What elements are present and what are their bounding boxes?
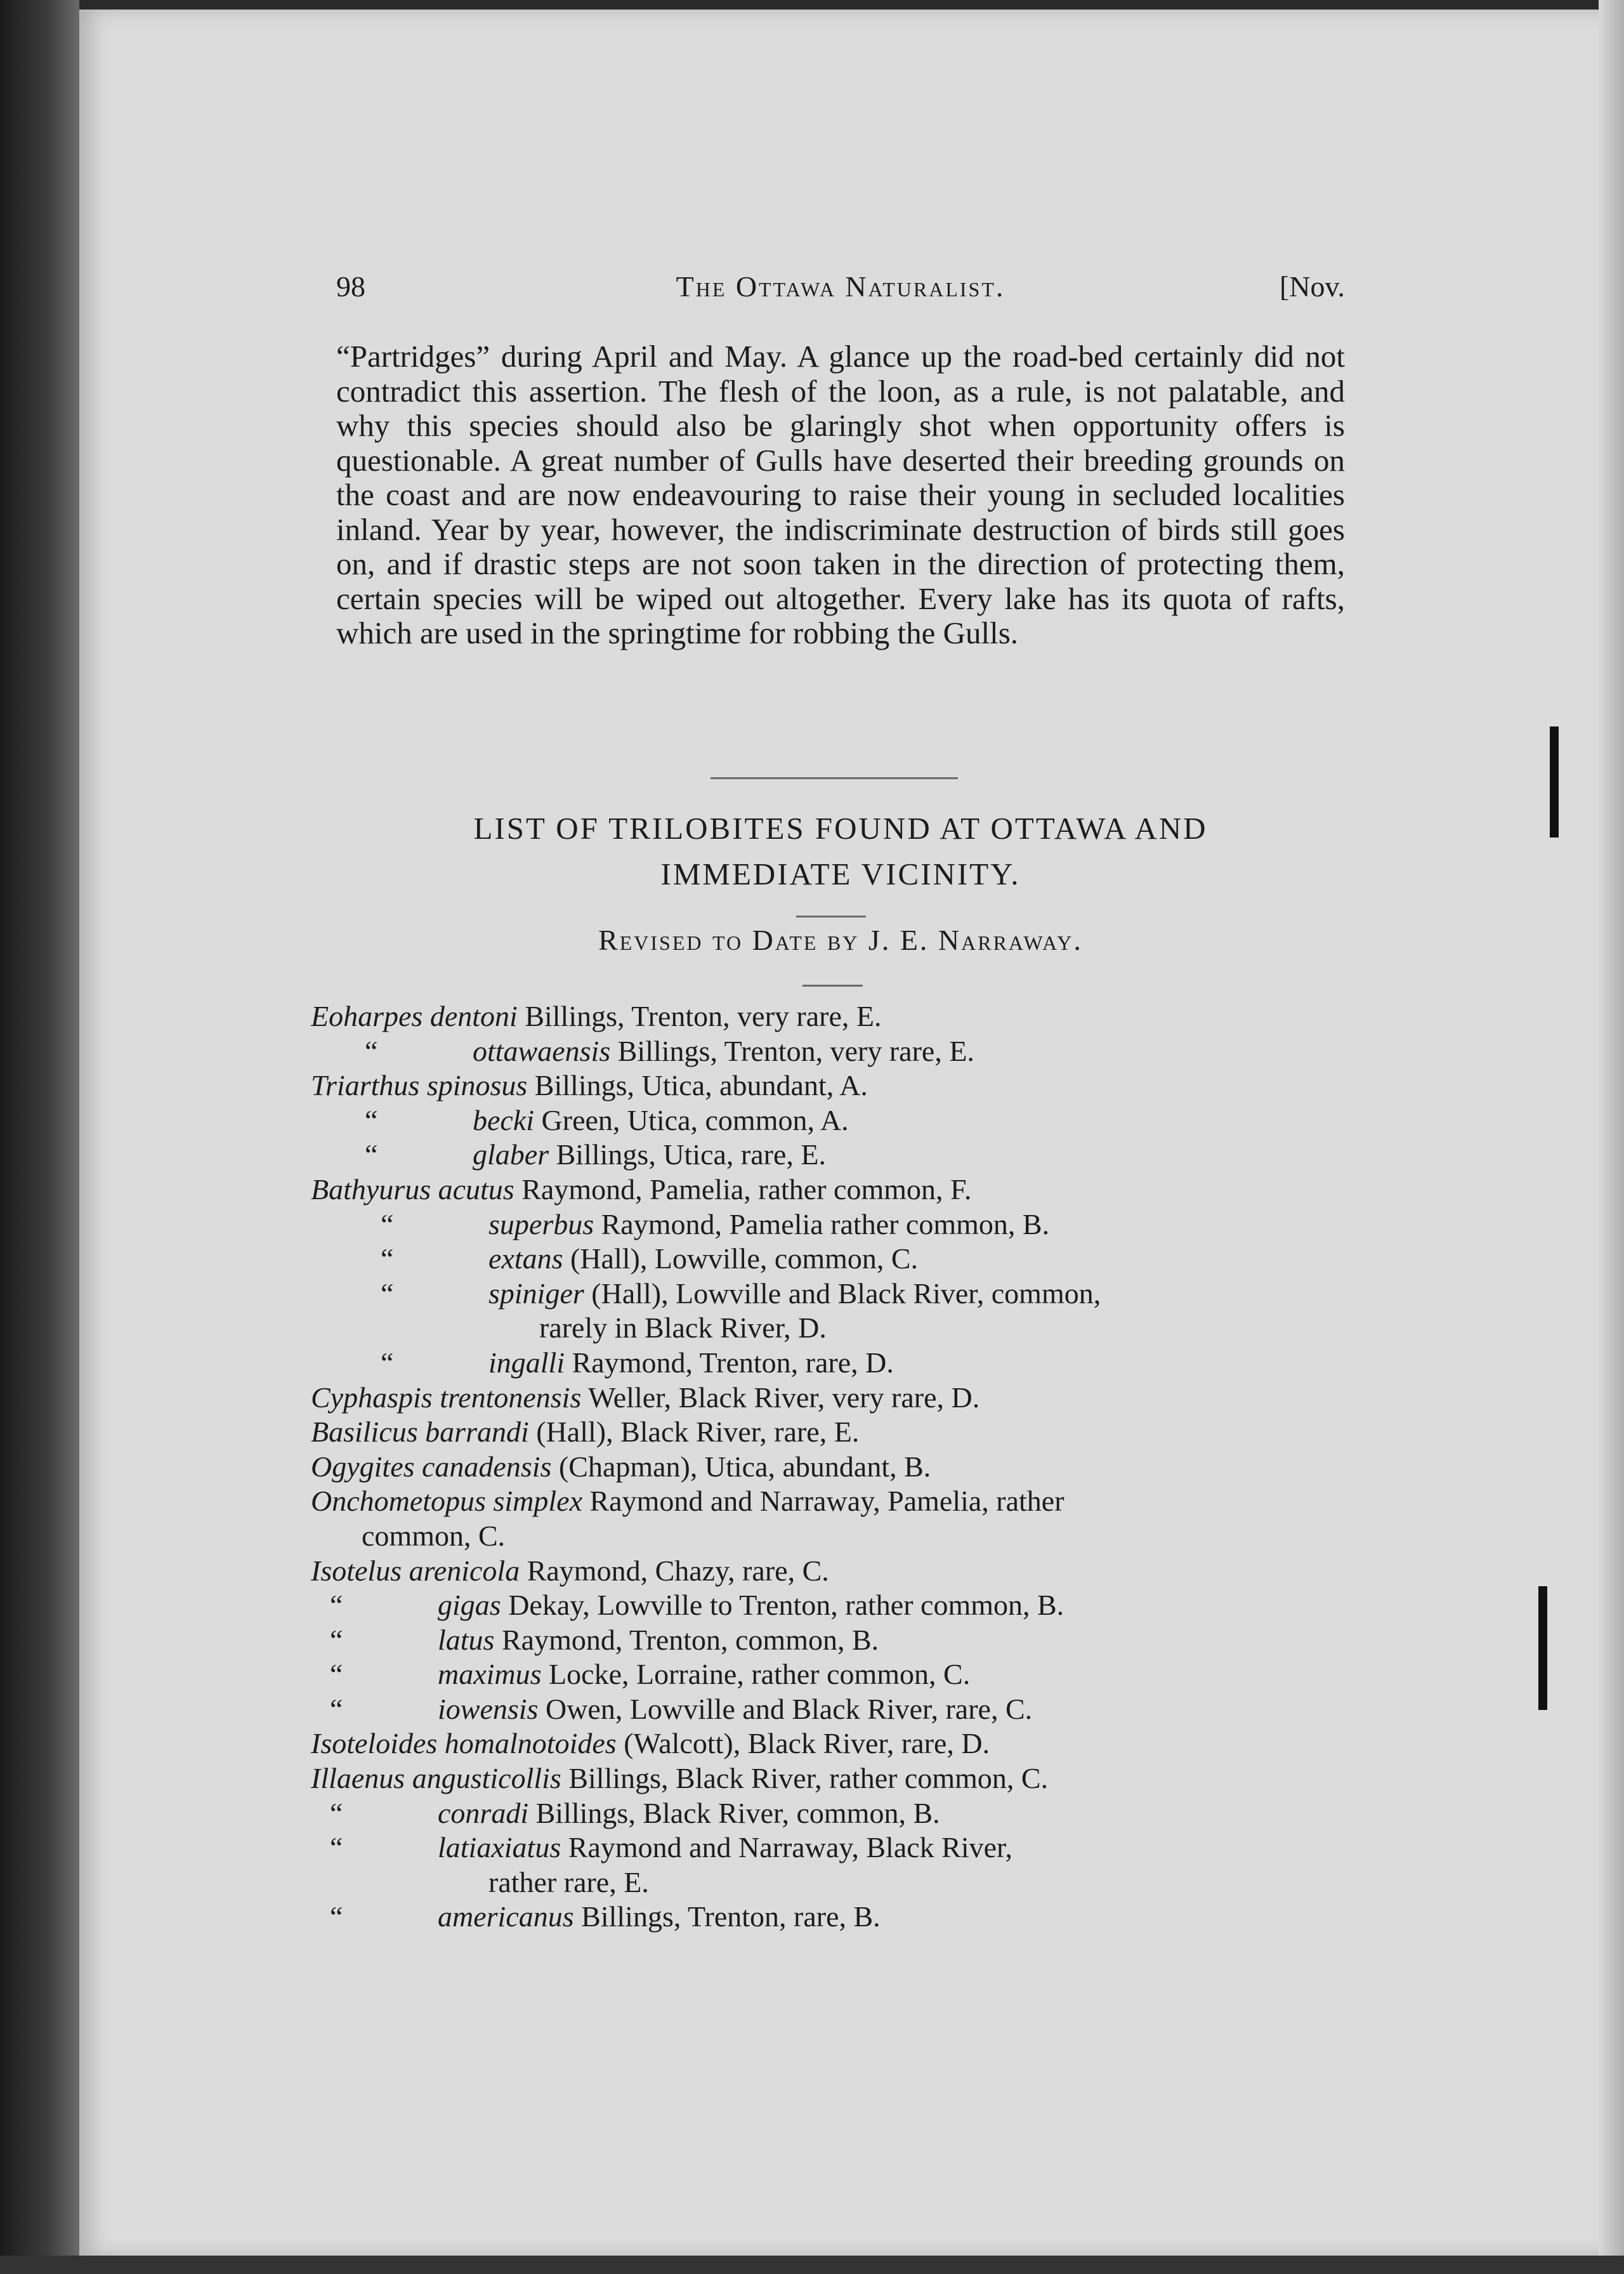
list-item: [311, 1761, 1351, 1796]
species-name: maximus: [438, 1658, 542, 1691]
species-name: superbus: [488, 1207, 594, 1240]
binding-mark-top: [1550, 726, 1559, 838]
ditto-mark: “: [381, 1242, 394, 1275]
genus-name: Basilicus: [311, 1416, 426, 1449]
page-number: 98: [336, 270, 365, 303]
species-name: ottawaensis: [473, 1034, 611, 1067]
ditto-mark: “: [365, 1138, 378, 1171]
species-name: acutus: [438, 1173, 514, 1206]
article-title-line-1: LIST OF TRILOBITES FOUND AT OTTAWA AND: [473, 811, 1208, 846]
species-name: homalnotoides: [444, 1727, 617, 1760]
species-details-continued: common, C.: [362, 1519, 506, 1552]
genus-name: Eoharpes: [311, 1000, 430, 1032]
genus-name: Onchometopus: [311, 1485, 494, 1518]
species-details: Billings, Utica, abundant, A.: [527, 1069, 868, 1102]
list-item: [311, 1657, 1351, 1692]
species-details: (Hall), Black River, rare, E.: [528, 1416, 860, 1449]
species-name: iowensis: [438, 1692, 539, 1725]
ditto-mark: “: [330, 1900, 343, 1933]
ditto-mark: “: [381, 1277, 394, 1310]
list-item: [311, 1450, 1351, 1485]
binding-mark-bottom: [1538, 1586, 1547, 1710]
ditto-mark: “: [330, 1623, 343, 1656]
species-details: Raymond, Chazy, rare, C.: [520, 1554, 829, 1587]
species-details: Billings, Trenton, very rare, E.: [610, 1034, 974, 1067]
species-details-continued: rarely in Black River, D.: [539, 1311, 827, 1344]
list-item: [311, 1173, 1351, 1207]
species-details: Billings, Black River, common, B.: [528, 1796, 940, 1829]
article-title: [336, 806, 1345, 897]
species-name: trentonensis: [440, 1381, 582, 1414]
species-details: Billings, Trenton, rare, B.: [573, 1900, 881, 1933]
list-item: [311, 1726, 1351, 1761]
list-item: [311, 1138, 1351, 1173]
list-item: [311, 1034, 1351, 1069]
species-name: latiaxiatus: [438, 1831, 561, 1864]
list-item: [311, 1484, 1351, 1553]
species-name: ingalli: [488, 1346, 565, 1379]
species-details: (Chapman), Utica, abundant, B.: [551, 1450, 931, 1483]
species-details: Weller, Black River, very rare, D.: [581, 1381, 980, 1414]
species-name: barrandi: [425, 1416, 529, 1449]
species-details-continued: rather rare, E.: [488, 1865, 649, 1898]
species-name: simplex: [493, 1485, 582, 1518]
species-details: Raymond, Pamelia rather common, B.: [594, 1207, 1050, 1240]
ditto-mark: “: [330, 1831, 343, 1864]
species-details: Billings, Utica, rare, E.: [549, 1138, 826, 1171]
list-item: [311, 1796, 1351, 1831]
species-name: angusticollis: [412, 1762, 561, 1795]
species-name: arenicola: [409, 1554, 520, 1587]
species-name: extans: [488, 1242, 563, 1275]
trilobite-list: [311, 999, 1351, 1935]
species-details: Locke, Lorraine, rather common, C.: [541, 1658, 971, 1691]
running-header: [336, 270, 1345, 314]
list-item: [311, 1692, 1351, 1727]
issue-month: [Nov.: [1279, 270, 1345, 303]
species-name: glaber: [473, 1138, 549, 1171]
list-item: [311, 1207, 1351, 1242]
ditto-mark: “: [365, 1103, 378, 1136]
list-item: [311, 999, 1351, 1034]
list-item: [311, 1068, 1351, 1103]
species-name: becki: [473, 1103, 535, 1136]
list-item: [311, 1381, 1351, 1416]
ditto-mark: “: [330, 1692, 343, 1725]
species-details: (Hall), Lowville, common, C.: [563, 1242, 919, 1275]
species-name: gigas: [438, 1589, 501, 1622]
list-item: [311, 1346, 1351, 1381]
species-details: Owen, Lowville and Black River, rare, C.: [538, 1692, 1033, 1725]
list-item: [311, 1277, 1351, 1346]
list-item: [311, 1623, 1351, 1658]
genus-name: Isoteloides: [311, 1727, 445, 1760]
genus-name: Cyphaspis: [311, 1381, 440, 1414]
scan-bottom-border: [0, 2256, 1624, 2274]
species-details: Green, Utica, common, A.: [534, 1103, 849, 1136]
species-details: Raymond and Narraway, Pamelia, rather: [582, 1485, 1064, 1518]
species-details: (Walcott), Black River, rare, D.: [616, 1727, 990, 1760]
list-item: [311, 1103, 1351, 1138]
genus-name: Triarthus: [311, 1069, 427, 1102]
species-details: (Hall), Lowville and Black River, common,: [584, 1277, 1101, 1310]
genus-name: Illaenus: [311, 1762, 412, 1795]
list-item: [311, 1830, 1351, 1900]
list-item: [311, 1588, 1351, 1623]
species-details: Raymond, Trenton, rare, D.: [565, 1346, 894, 1379]
list-item: [311, 1415, 1351, 1450]
article-title-line-2: IMMEDIATE VICINITY.: [660, 857, 1021, 891]
species-name: americanus: [438, 1900, 574, 1933]
species-name: spiniger: [488, 1277, 584, 1310]
species-details: Raymond, Pamelia, rather common, F.: [514, 1173, 972, 1206]
genus-name: Bathyurus: [311, 1173, 438, 1206]
species-details: Raymond and Narraway, Black River,: [561, 1831, 1013, 1864]
species-name: canadensis: [422, 1450, 552, 1483]
scan-right-edge: [1599, 0, 1624, 2274]
list-item: [311, 1554, 1351, 1589]
species-name: latus: [438, 1623, 495, 1656]
ditto-mark: “: [330, 1796, 343, 1829]
species-details: Dekay, Lowville to Trenton, rather common, B.: [501, 1589, 1064, 1622]
species-name: spinosus: [426, 1069, 528, 1102]
ditto-mark: “: [330, 1658, 343, 1691]
genus-name: Isotelus: [311, 1554, 409, 1587]
list-item: [311, 1242, 1351, 1277]
article-byline: Revised to Date by J. E. Narraway.: [598, 924, 1083, 956]
body-paragraph: “Partridges” during April and May. A glance up the road-bed certainly did not contradict this assertion. The flesh of the loon, as a rule, is not palatable, and why this species should also be glaringly shot when opportunity offers is questionable. A great number of Gulls have deserted their breeding grounds on the coast and are now endeavouring to raise their young in secluded localities inland. Year by year, however, the indiscriminate destruction of birds still goes on, and if drastic steps are not soon taken in the direction of protecting them, certain species will be wiped out altogether. Every lake has its quota of rafts, which are used in the springtime for robbing the Gulls.: [336, 339, 1345, 650]
species-details: Billings, Trenton, very rare, E.: [517, 1000, 882, 1032]
ditto-mark: “: [381, 1346, 394, 1379]
genus-name: Ogygites: [311, 1450, 422, 1483]
species-name: conradi: [438, 1796, 529, 1829]
title-divider: [796, 916, 866, 917]
species-name: dentoni: [429, 1000, 518, 1032]
species-details: Raymond, Trenton, common, B.: [494, 1623, 879, 1656]
section-divider: [710, 777, 958, 779]
scan-left-border: [0, 0, 79, 2274]
journal-title: The Ottawa Naturalist.: [676, 270, 1005, 303]
byline-divider: [802, 985, 863, 987]
ditto-mark: “: [381, 1207, 394, 1240]
ditto-mark: “: [365, 1034, 378, 1067]
species-details: Billings, Black River, rather common, C.: [561, 1762, 1049, 1795]
list-item: [311, 1900, 1351, 1935]
ditto-mark: “: [330, 1589, 343, 1622]
